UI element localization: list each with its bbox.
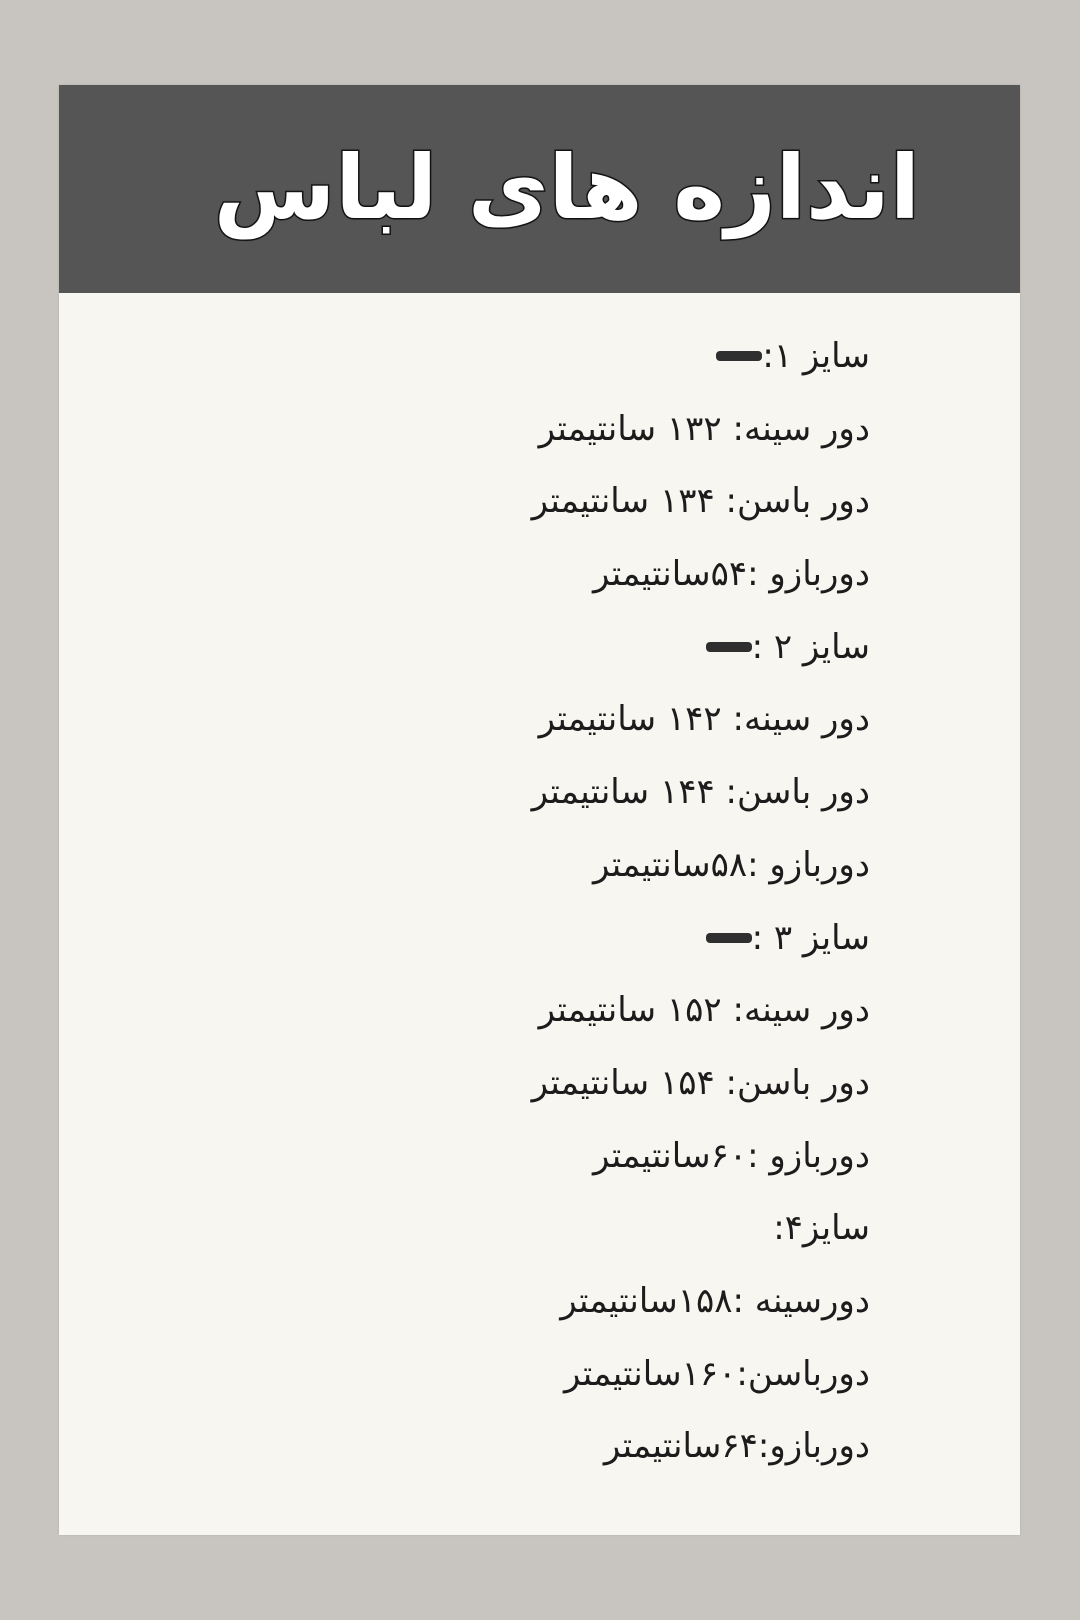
size-list	[532, 320, 870, 1483]
size-heading-3	[532, 902, 870, 975]
page-title: اندازه های لباس	[213, 136, 920, 239]
size-heading-4	[532, 1192, 870, 1265]
measurement-row: دور باسن: ۱۴۴ سانتیمتر	[531, 772, 870, 813]
size-label: سایز ۲ :	[751, 626, 870, 667]
measurement-row: دورسینه :۱۵۸سانتیمتر	[560, 1280, 870, 1321]
measurement-row: دور باسن: ۱۳۴ سانتیمتر	[531, 481, 870, 522]
measurement-row: دوربازو:۶۴سانتیمتر	[603, 1426, 870, 1467]
dash-icon	[706, 933, 752, 943]
header-banner	[59, 85, 1020, 293]
measurement-row: دوربازو :۵۸سانتیمتر	[593, 844, 870, 885]
measurement-row: دوربازو :۵۴سانتیمتر	[593, 554, 870, 595]
size-chart-card	[59, 85, 1020, 1535]
size-label: سایز۴:	[773, 1208, 870, 1249]
dash-icon	[716, 351, 762, 361]
measurement-row: دوربازو :۶۰سانتیمتر	[593, 1135, 870, 1176]
size-heading-2	[532, 611, 870, 684]
size-heading-1	[532, 320, 870, 393]
dash-icon	[706, 642, 752, 652]
size-label: سایز ۳ :	[751, 917, 870, 958]
measurement-row: دورباسن:۱۶۰سانتیمتر	[564, 1353, 870, 1394]
measurement-row: دور سینه: ۱۴۲ سانتیمتر	[538, 699, 870, 740]
measurement-row: دور سینه: ۱۳۲ سانتیمتر	[538, 408, 870, 449]
measurement-row: دور باسن: ۱۵۴ سانتیمتر	[531, 1062, 870, 1103]
measurement-row: دور سینه: ۱۵۲ سانتیمتر	[538, 990, 870, 1031]
size-label: سایز ۱:	[762, 336, 870, 376]
